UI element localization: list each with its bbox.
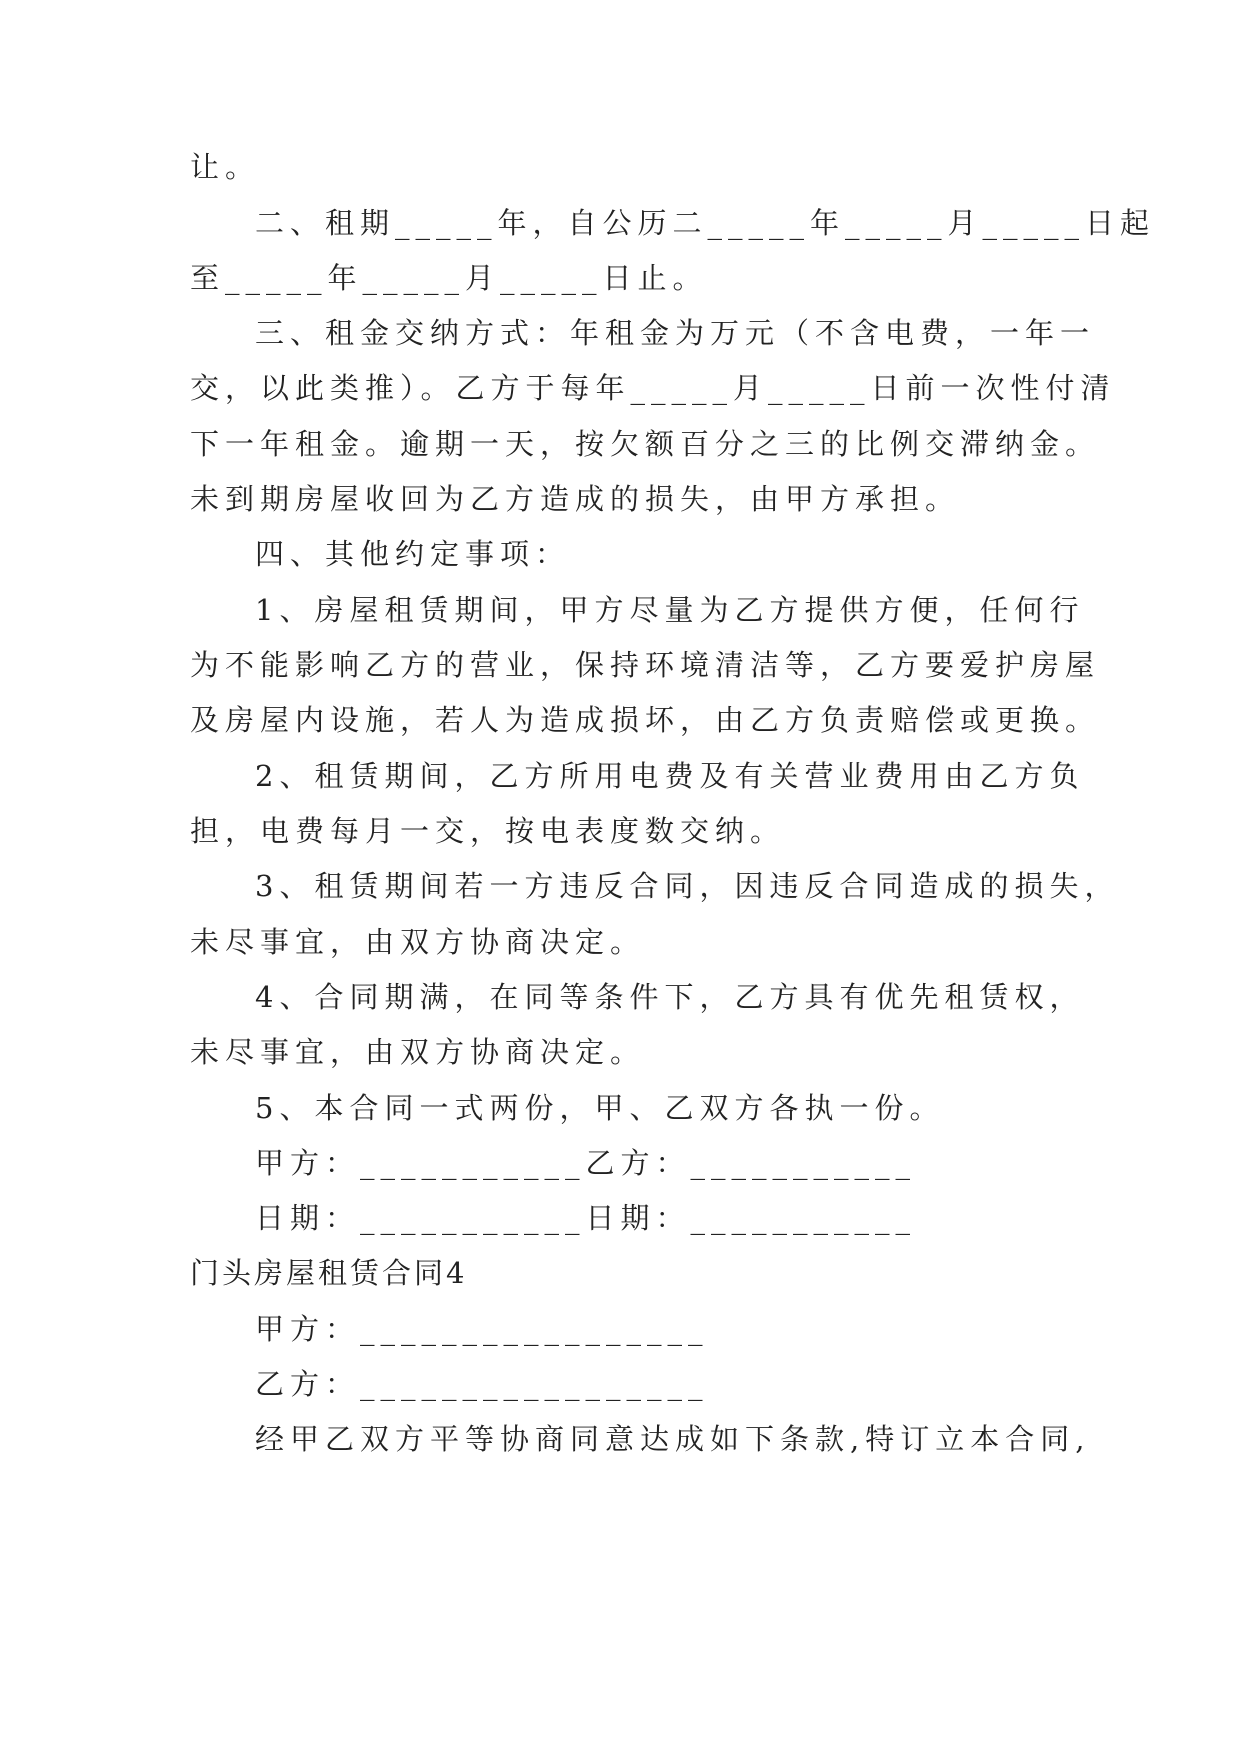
text-line: 交，以此类推）。乙方于每年_____月_____日前一次性付清: [190, 371, 1116, 405]
party-a-line: 甲方：_________________: [255, 1312, 709, 1346]
contract-title: 门头房屋租赁合同4: [190, 1256, 468, 1290]
text-line: 二、租期_____年，自公历二_____年_____月_____日起: [255, 206, 1156, 240]
section-heading: 四、其他约定事项：: [255, 537, 571, 571]
text-line: 三、租金交纳方式：年租金为万元（不含电费，一年一: [255, 316, 1096, 350]
text-line: 为不能影响乙方的营业，保持环境清洁等，乙方要爱护房屋: [190, 648, 1101, 682]
text-line: 至_____年_____月_____日止。: [190, 261, 708, 295]
text-line: 1、房屋租赁期间，甲方尽量为乙方提供方便，任何行: [255, 593, 1085, 627]
text-line: 担，电费每月一交，按电表度数交纳。: [190, 814, 786, 848]
text-line: 下一年租金。逾期一天，按欠额百分之三的比例交滞纳金。: [190, 427, 1101, 461]
text-line: 经甲乙双方平等协商同意达成如下条款,特订立本合同,: [255, 1422, 1091, 1456]
text-line: 3、租赁期间若一方违反合同，因违反合同造成的损失，: [255, 869, 1120, 903]
text-line: 2、租赁期间，乙方所用电费及有关营业费用由乙方负: [255, 759, 1085, 793]
text-line: 未到期房屋收回为乙方造成的损失，由甲方承担。: [190, 482, 961, 516]
text-line: 及房屋内设施，若人为造成损坏，由乙方负责赔偿或更换。: [190, 703, 1101, 737]
signature-line: 甲方：___________乙方：___________: [255, 1146, 917, 1180]
party-b-line: 乙方：_________________: [255, 1367, 709, 1401]
date-line: 日期：___________日期：___________: [255, 1201, 917, 1235]
text-line: 未尽事宜，由双方协商决定。: [190, 925, 646, 959]
text-line: 5、本合同一式两份，甲、乙双方各执一份。: [255, 1091, 945, 1125]
text-line: 让。: [190, 150, 261, 184]
text-line: 未尽事宜，由双方协商决定。: [190, 1035, 646, 1069]
text-line: 4、合同期满，在同等条件下，乙方具有优先租赁权，: [255, 980, 1085, 1014]
